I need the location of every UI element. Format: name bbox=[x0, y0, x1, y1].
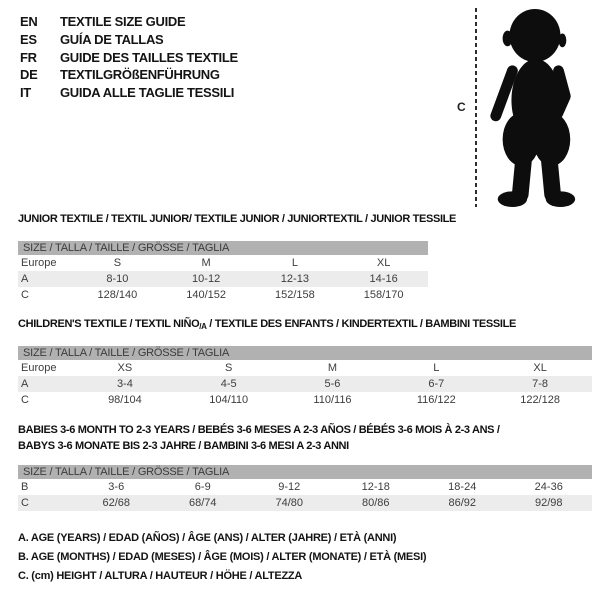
table-cell: M bbox=[201, 257, 211, 269]
language-code: EN bbox=[20, 14, 38, 29]
table-cell: S bbox=[225, 362, 233, 374]
language-row bbox=[20, 84, 238, 102]
section-title-subscript: /A bbox=[199, 322, 207, 331]
table-cell: 110/116 bbox=[313, 394, 352, 406]
table-cell: 10-12 bbox=[162, 271, 251, 287]
babies-size-table bbox=[18, 465, 592, 511]
table-cell: 98/104 bbox=[108, 394, 142, 406]
row-label: C bbox=[18, 495, 73, 511]
table-cell: XL bbox=[533, 362, 547, 374]
toddler-silhouette-icon bbox=[484, 6, 582, 212]
table-row bbox=[18, 392, 592, 408]
table-cell: 74/80 bbox=[246, 495, 333, 511]
table-cell: 92/98 bbox=[506, 495, 593, 511]
table-cell: 158/170 bbox=[363, 289, 404, 301]
footnote-height: C. (cm) HEIGHT / ALTURA / HAUTEUR / HÖHE / ALTEZZA bbox=[18, 570, 303, 582]
row-label: C bbox=[21, 394, 29, 406]
size-header-row bbox=[18, 241, 428, 255]
table-cell: 62/68 bbox=[73, 495, 160, 511]
language-title: GUIDE DES TAILLES TEXTILE bbox=[60, 49, 238, 65]
table-cell: 6-7 bbox=[384, 376, 488, 392]
table-cell: 3-4 bbox=[73, 376, 177, 392]
table-cell: 3-6 bbox=[108, 481, 125, 493]
table-cell: 12-18 bbox=[361, 481, 390, 493]
language-title: TEXTILGRÖßENFÜHRUNG bbox=[60, 67, 220, 83]
language-row bbox=[20, 31, 238, 49]
table-cell: 80/86 bbox=[333, 495, 420, 511]
language-title: GUÍA DE TALLAS bbox=[60, 31, 164, 47]
size-header-row bbox=[18, 346, 592, 360]
table-cell: S bbox=[113, 257, 122, 269]
table-cell: 152/158 bbox=[274, 289, 315, 301]
table-cell: 5-6 bbox=[281, 376, 385, 392]
row-label: C bbox=[21, 289, 29, 301]
footnote-age-months: B. AGE (MONTHS) / EDAD (MESES) / ÂGE (MOIS) / ALTER (MONATE) / ETÀ (MESI) bbox=[18, 551, 427, 563]
row-label: A bbox=[18, 271, 73, 287]
section-title-text: CHILDREN'S TEXTILE / TEXTIL NIÑO bbox=[18, 318, 200, 330]
section-title-babies-line2: BABYS 3-6 MONATE BIS 2-3 JAHRE / BAMBINI 3-6 MESI A 2-3 ANNI bbox=[18, 440, 349, 452]
size-header-bar: SIZE / TALLA / TAILLE / GRÖSSE / TAGLIA bbox=[18, 346, 592, 360]
size-header-row bbox=[18, 465, 592, 479]
height-measure-figure bbox=[440, 0, 600, 220]
table-cell: 14-16 bbox=[339, 271, 428, 287]
table-row bbox=[18, 271, 428, 287]
table-cell: XL bbox=[376, 257, 391, 269]
table-cell: 128/140 bbox=[97, 289, 138, 301]
table-cell: L bbox=[291, 257, 298, 269]
language-title: TEXTILE SIZE GUIDE bbox=[60, 14, 186, 29]
size-header-bar: SIZE / TALLA / TAILLE / GRÖSSE / TAGLIA bbox=[18, 465, 592, 479]
table-cell: M bbox=[327, 362, 338, 374]
row-label: Europe bbox=[21, 362, 57, 374]
height-measure-label: C bbox=[457, 100, 466, 114]
language-title-list bbox=[20, 13, 238, 102]
table-row bbox=[18, 360, 592, 376]
table-cell: 24-36 bbox=[534, 481, 563, 493]
table-cell: 86/92 bbox=[419, 495, 506, 511]
children-size-table bbox=[18, 346, 592, 408]
table-cell: XS bbox=[117, 362, 133, 374]
junior-size-table bbox=[18, 241, 428, 303]
table-row bbox=[18, 255, 428, 271]
section-title-text: / TEXTILE DES ENFANTS / KINDERTEXTIL / BAMBINI TESSILE bbox=[206, 318, 516, 330]
language-row bbox=[20, 66, 238, 84]
table-cell: 18-24 bbox=[448, 481, 477, 493]
table-cell: 8-10 bbox=[73, 271, 162, 287]
table-cell: 68/74 bbox=[160, 495, 247, 511]
table-cell: L bbox=[433, 362, 440, 374]
table-cell: 4-5 bbox=[177, 376, 281, 392]
table-cell: 7-8 bbox=[488, 376, 592, 392]
height-dashed-line bbox=[475, 8, 477, 207]
table-cell: 116/122 bbox=[416, 394, 456, 406]
table-cell: 9-12 bbox=[278, 481, 301, 493]
table-row bbox=[18, 479, 592, 495]
language-code: DE bbox=[20, 67, 38, 83]
row-label: B bbox=[21, 481, 29, 493]
table-cell: 6-9 bbox=[194, 481, 211, 493]
table-cell: 122/128 bbox=[520, 394, 560, 406]
language-code: IT bbox=[20, 85, 31, 101]
section-title-babies-line1: BABIES 3-6 MONTH TO 2-3 YEARS / BEBÉS 3-6 MESES A 2-3 AÑOS / BÉBÉS 3-6 MOIS À 2-3 ANS / bbox=[18, 424, 500, 436]
language-row bbox=[20, 49, 238, 67]
table-cell: 140/152 bbox=[186, 289, 226, 301]
language-code: FR bbox=[20, 49, 37, 65]
table-cell: 12-13 bbox=[251, 271, 340, 287]
section-title-junior: JUNIOR TEXTILE / TEXTIL JUNIOR/ TEXTILE JUNIOR / JUNIORTEXTIL / JUNIOR TESSILE bbox=[18, 213, 457, 225]
language-code: ES bbox=[20, 31, 37, 47]
table-row bbox=[18, 376, 592, 392]
table-row bbox=[18, 287, 428, 303]
language-title: GUIDA ALLE TAGLIE TESSILI bbox=[60, 85, 235, 101]
table-cell: 104/110 bbox=[209, 394, 249, 406]
table-row bbox=[18, 495, 592, 511]
row-label: A bbox=[18, 376, 73, 392]
section-title-children bbox=[18, 318, 516, 331]
footnote-age-years: A. AGE (YEARS) / EDAD (AÑOS) / ÂGE (ANS) / ALTER (JAHRE) / ETÀ (ANNI) bbox=[18, 532, 397, 544]
row-label: Europe bbox=[21, 257, 57, 269]
size-header-bar: SIZE / TALLA / TAILLE / GRÖSSE / TAGLIA bbox=[18, 241, 428, 255]
language-row bbox=[20, 13, 238, 31]
